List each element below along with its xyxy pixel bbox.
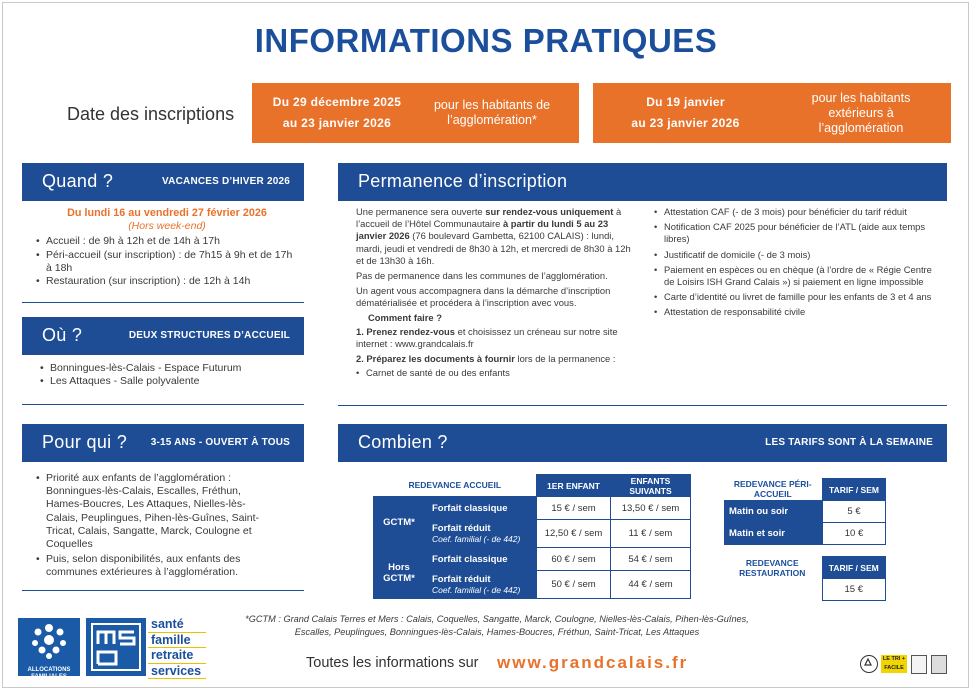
ou-item: • Bonningues-lès-Calais - Espace Futurum [40,362,302,375]
step1-bold: 1. Prenez rendez-vous [356,325,455,337]
row-name [428,571,537,599]
peri-label: REDEVANCE PÉRI-ACCUEIL [725,479,823,501]
footnote: *GCTM : Grand Calais Terres et Mers : Calais, Coquelles, Sangatte, Marck, Coulogne, Nielles-lès-Calais, Pihen-lès-Guînes, Escalles, Peuplingues, Bonningues-lès-Calais, Hames-Boucres, Fréthun, Saint-Tricat, Les Attaques [245,614,749,637]
group-gctm: GCTM* [374,497,428,548]
resto-col: TARIF / SEM [822,557,886,579]
caf-logo [18,618,80,680]
doc-item: • Carnet de santé de ou des enfants [356,367,640,379]
ou-body [40,362,302,388]
p1-b: sur rendez-vous uniquement [485,206,614,217]
permanence-header [338,163,947,199]
ou-subtitle: DEUX STRUCTURES D’ACCUEIL [128,329,290,341]
pourqui-title: Pour qui ? [42,431,128,452]
inscription-box-agglo [252,83,579,143]
quand-item: • Péri-accueil (sur inscription) : de 7h15 à 9h et de 17h à 18h [36,249,298,275]
row-name: Forfait classique [428,548,537,571]
permanence-para3: Un agent vous accompagnera dans la démarche d’inscription dématérialisée et procédera à l’inscription avec vous. [356,285,611,309]
peri-col: TARIF / SEM [823,479,886,501]
step2-bold: 2. Préparez les documents à fournir [356,353,515,365]
quand-rule [22,199,304,201]
group-hors-gctm: Hors GCTM* [374,548,428,599]
row-name-sub: Coef. familial (- de 442) [432,533,521,544]
inscriptions-label: Date des inscriptions [67,104,235,124]
step1-text: et choisissez un créneau sur notre site internet : www.grandcalais.fr [356,325,618,350]
price-cell: 54 € / sem [611,548,691,571]
combien-header [338,424,947,460]
box1-who: pour les habitants de l’agglomération* [433,98,551,127]
price-cell: 11 € / sem [611,520,691,548]
doc-item: • Attestation de responsabilité civile [654,306,939,318]
combien-title: Combien ? [358,431,448,452]
permanence-bottom-rule [338,405,947,406]
peri-row-name: Matin et soir [725,523,823,545]
quand-note: (Hors week-end) [128,220,206,233]
resto-table [724,556,886,601]
box2-dates-line2: au 23 janvier 2026 [631,116,740,130]
ou-bottom-rule [22,404,304,405]
p1-c: à l’accueil de l’Hôtel Communautaire [356,206,622,230]
step1 [356,326,640,350]
price-cell: 60 € / sem [537,548,611,571]
doc-item: • Paiement en espèces ou en chèque (à l’ordre de « Régie Centre de Loisirs ISH Grand Calais ») si paiement en ligne impossible [654,264,939,288]
p1-a: Une permanence sera ouverte [356,206,486,217]
accueil-table [373,474,691,599]
quand-dates: Du lundi 16 au vendredi 27 février 2026 [67,207,267,219]
combien-rule [338,460,947,462]
peri-price: 10 € [823,523,886,545]
peri-price: 5 € [823,501,886,523]
doc-item: • Justificatif de domicile (- de 3 mois) [654,249,939,261]
row-name-sub: Coef. familial (- de 442) [432,584,521,595]
footer-url[interactable]: www.grandcalais.fr [497,653,689,672]
box1-dates-line1: Du 29 décembre 2025 [272,95,402,109]
caf-emblem-icon [18,618,80,662]
permanence-right-col [654,206,939,319]
box2-who: pour les habitants extérieurs à l’agglomération [811,90,911,135]
price-cell: 12,50 € / sem [537,520,611,548]
step2 [356,353,640,365]
recycle-icon [860,655,878,673]
price-cell: 13,50 € / sem [611,497,691,520]
msa-word: retraite [148,648,206,664]
doc-item: • Notification CAF 2025 pour bénéficier de l’ATL (aide aux temps libres) [654,221,939,245]
pourqui-rule [22,460,304,462]
permanence-title: Permanence d’inscription [358,170,568,191]
quand-title: Quand ? [42,170,114,191]
permanence-para2: Pas de permanence dans les communes de l’agglomération. [356,270,608,282]
col-next-children: ENFANTS SUIVANTS [611,475,691,497]
pourqui-bottom-rule [22,590,304,591]
quand-body [36,207,298,288]
peri-row-name: Matin ou soir [725,501,823,523]
caf-text: ALLOCATIONS FAMILIALES [27,667,71,680]
accueil-label: REDEVANCE ACCUEIL [374,475,537,497]
p1-d: à partir du lundi 5 au 23 janvier 2026 [356,218,609,242]
msa-word: famille [148,633,206,649]
msa-words [148,617,206,679]
quand-header [22,163,304,199]
page-title: INFORMATIONS PRATIQUES [254,22,718,59]
msa-word: services [148,664,206,680]
doc-item: • Carte d’identité ou livret de famille pour les enfants de 3 et 4 ans [654,291,939,303]
resto-label: REDEVANCE RESTAURATION [739,557,806,578]
col-first-child: 1ER ENFANT [537,475,611,497]
ou-header [22,317,304,353]
quand-item: • Accueil : de 9h à 12h et de 14h à 17h [36,235,298,248]
p1-e: (76 boulevard Gambetta, 62100 CALAIS) : lundi, mardi, jeudi et vendredi de 8h30 à 12h, et mercredi de 8h30 à 12h et de 13h30 à 16h. [356,230,631,266]
resto-price: 15 € [822,579,886,601]
pourqui-body [36,472,274,580]
doc-item: • Attestation CAF (- de 3 mois) pour bénéficier du tarif réduit [654,206,939,218]
pourqui-item: • Puis, selon disponibilités, aux enfants des communes extérieures à l’agglomération. [36,553,274,579]
quand-subtitle: VACANCES D’HIVER 2026 [162,175,290,187]
row-name: Forfait classique [428,497,537,520]
row-name [428,520,537,548]
footer-text: Toutes les informations sur [306,655,479,671]
paper-bin-icon [911,655,927,674]
inscription-box-exterieurs [593,83,951,143]
pourqui-header [22,424,304,460]
row-name-main: Forfait réduit [432,573,491,585]
permanence-left-col [356,206,640,380]
quand-item: • Restauration (sur inscription) : de 12h à 14h [36,275,298,288]
pourqui-item: • Priorité aux enfants de l’agglomération : Bonningues-lès-Calais, Escalles, Fréthun, Hames-Boucres, Les Attaques, Nielles-lès-Calais, Peuplingues, Pihen-lès-Guînes, Saint-Tricat, Calais, Sangatte, Marck, Coulogne et Coquelles [36,472,274,551]
peri-table [724,478,886,545]
box1-dates-line2: au 23 janvier 2026 [282,116,392,130]
tri-badge: LE TRI + FACILE [882,656,906,671]
price-cell: 50 € / sem [537,571,611,599]
price-cell: 44 € / sem [611,571,691,599]
msa-mark-icon [90,622,142,672]
combien-subtitle: LES TARIFS SONT À LA SEMAINE [765,436,933,448]
permanence-rule [338,199,947,201]
price-cell: 15 € / sem [537,497,611,520]
bin-icon [931,655,947,674]
box2-dates-line1: Du 19 janvier [646,95,725,109]
msa-word: santé [148,617,206,633]
row-name-main: Forfait réduit [432,522,491,534]
permanence-para1 [356,206,640,267]
ou-title: Où ? [42,324,83,345]
msa-logo [86,618,146,676]
quand-bottom-rule [22,302,304,303]
ou-item: • Les Attaques - Salle polyvalente [40,375,302,388]
pourqui-subtitle: 3-15 ANS - OUVERT À TOUS [150,436,290,448]
step2-text: lors de la permanence : [514,353,616,365]
resto-spacer [724,579,822,601]
how-title: Comment faire ? [368,311,442,323]
ou-rule [22,353,304,355]
